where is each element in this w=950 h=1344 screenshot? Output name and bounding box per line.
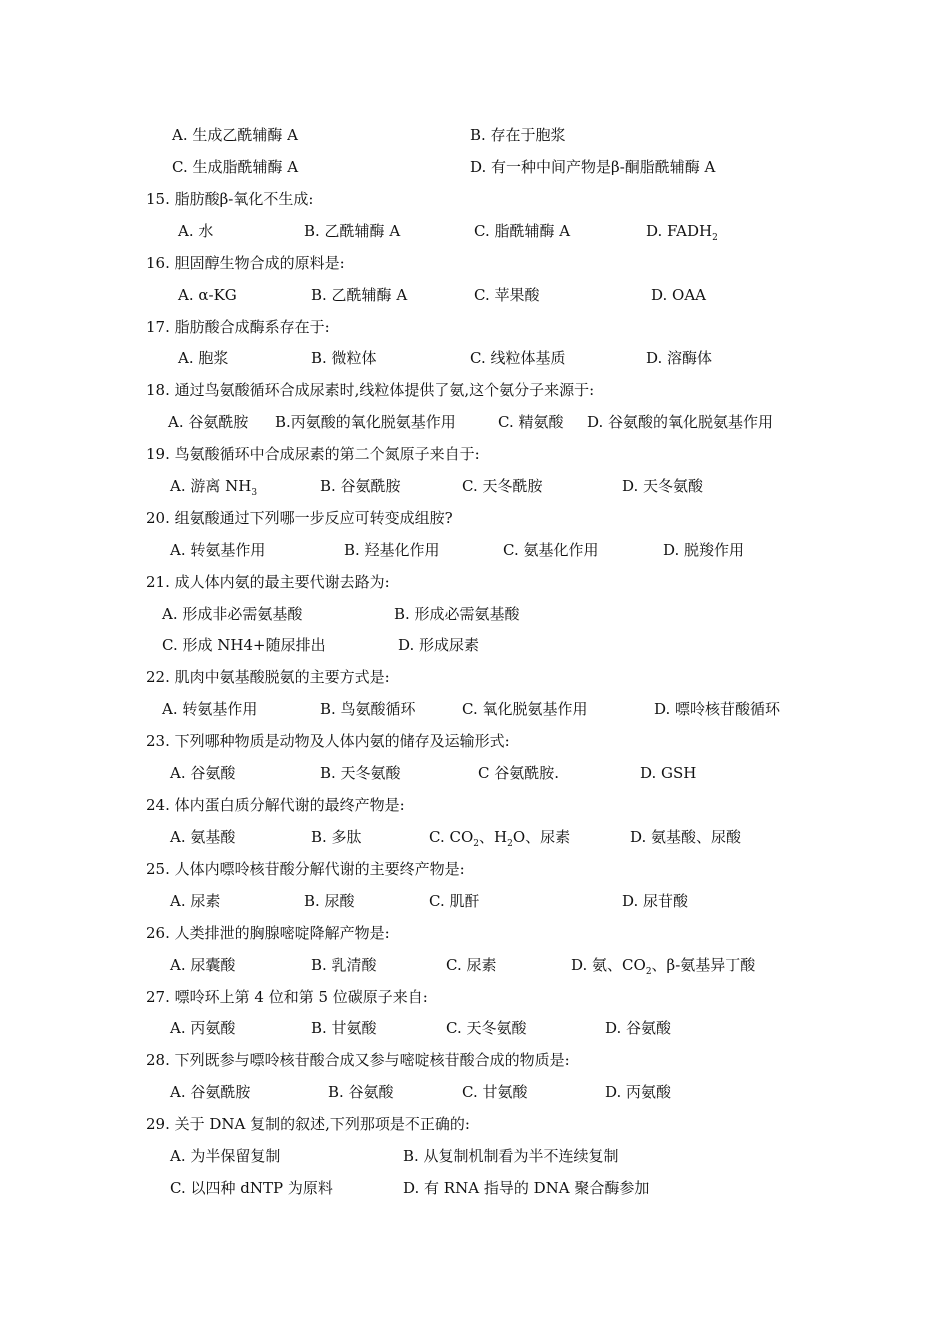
q17-option-c: C. 线粒体基质 — [470, 349, 566, 367]
q28-stem: 28. 下列既参与嘌呤核苷酸合成又参与嘧啶核苷酸合成的物质是: — [146, 1051, 570, 1069]
q23-option-d: D. GSH — [640, 764, 697, 782]
q23-option-a: A. 谷氨酸 — [170, 764, 236, 782]
q16-option-d: D. OAA — [651, 286, 706, 304]
q28-option-b: B. 谷氨酸 — [328, 1083, 394, 1101]
q24-option-a: A. 氨基酸 — [170, 828, 236, 846]
q25-option-b: B. 尿酸 — [304, 892, 355, 910]
q17-option-a: A. 胞浆 — [178, 349, 229, 367]
q24-option-b: B. 多肽 — [311, 828, 362, 846]
q19-stem: 19. 鸟氨酸循环中合成尿素的第二个氮原子来自于: — [146, 445, 480, 463]
q20-option-a: A. 转氨基作用 — [170, 541, 266, 559]
q26-option-c: C. 尿素 — [446, 956, 497, 974]
q27-option-b: B. 甘氨酸 — [311, 1019, 377, 1037]
q14-option-a: A. 生成乙酰辅酶 A — [172, 126, 298, 144]
q17-option-b: B. 微粒体 — [311, 349, 377, 367]
q20-option-d: D. 脱羧作用 — [663, 541, 745, 559]
q28-option-a: A. 谷氨酰胺 — [170, 1083, 251, 1101]
q24-stem: 24. 体内蛋白质分解代谢的最终产物是: — [146, 796, 405, 814]
q23-stem: 23. 下列哪种物质是动物及人体内氨的储存及运输形式: — [146, 732, 510, 750]
q23-option-b: B. 天冬氨酸 — [320, 764, 401, 782]
q16-stem: 16. 胆固醇生物合成的原料是: — [146, 254, 345, 272]
q24-option-c: C. $CO_2$、$H_2O$、尿素 — [429, 828, 571, 849]
q21-option-c: C. 形成 NH4+随尿排出 — [162, 636, 326, 654]
q22-stem: 22. 肌肉中氨基酸脱氨的主要方式是: — [146, 668, 390, 686]
q27-option-c: C. 天冬氨酸 — [446, 1019, 527, 1037]
q18-option-d: D. 谷氨酸的氧化脱氨基作用 — [587, 413, 774, 431]
q15-stem: 15. 脂肪酸β-氧化不生成: — [146, 190, 314, 208]
q27-stem: 27. 嘌呤环上第 4 位和第 5 位碳原子来自: — [146, 988, 428, 1006]
q26-option-a: A. 尿囊酸 — [170, 956, 236, 974]
q29-stem: 29. 关于 DNA 复制的叙述,下列那项是不正确的: — [146, 1115, 470, 1133]
q27-option-d: D. 谷氨酸 — [605, 1019, 672, 1037]
q20-option-b: B. 羟基化作用 — [344, 541, 440, 559]
q17-stem: 17. 脂肪酸合成酶系存在于: — [146, 318, 330, 336]
q22-option-d: D. 嘌呤核苷酸循环 — [654, 700, 781, 718]
q15-option-c: C. 脂酰辅酶 A — [474, 222, 571, 240]
q20-stem: 20. 组氨酸通过下列哪一步反应可转变成组胺? — [146, 509, 453, 527]
q28-option-c: C. 甘氨酸 — [462, 1083, 528, 1101]
q17-option-d: D. 溶酶体 — [646, 349, 713, 367]
q21-option-d: D. 形成尿素 — [398, 636, 480, 654]
q25-option-a: A. 尿素 — [170, 892, 221, 910]
q19-option-d: D. 天冬氨酸 — [622, 477, 704, 495]
q16-option-c: C. 苹果酸 — [474, 286, 540, 304]
q28-option-d: D. 丙氨酸 — [605, 1083, 672, 1101]
q22-option-b: B. 鸟氨酸循环 — [320, 700, 416, 718]
q14-option-c: C. 生成脂酰辅酶 A — [172, 158, 299, 176]
q18-option-a: A. 谷氨酰胺 — [168, 413, 249, 431]
q14-option-d: D. 有一种中间产物是β-酮脂酰辅酶 A — [470, 158, 716, 176]
q22-option-c: C. 氧化脱氨基作用 — [462, 700, 588, 718]
q21-stem: 21. 成人体内氨的最主要代谢去路为: — [146, 573, 390, 591]
q19-option-b: B. 谷氨酰胺 — [320, 477, 401, 495]
q18-stem: 18. 通过鸟氨酸循环合成尿素时,线粒体提供了氨,这个氨分子来源于: — [146, 381, 595, 399]
q23-option-c: C 谷氨酰胺. — [478, 764, 560, 782]
q26-option-b: B. 乳清酸 — [311, 956, 377, 974]
q14-option-b: B. 存在于胞浆 — [470, 126, 566, 144]
q15-option-d: D. $FADH_2$ — [646, 222, 718, 243]
q29-option-a: A. 为半保留复制 — [170, 1147, 281, 1165]
q29-option-d: D. 有 RNA 指导的 DNA 聚合酶参加 — [403, 1179, 650, 1197]
q15-option-a: A. 水 — [178, 222, 214, 240]
q27-option-a: A. 丙氨酸 — [170, 1019, 236, 1037]
q26-stem: 26. 人类排泄的胸腺嘧啶降解产物是: — [146, 924, 390, 942]
q16-option-a: A. α-KG — [178, 286, 237, 304]
q25-option-d: D. 尿苷酸 — [622, 892, 689, 910]
q16-option-b: B. 乙酰辅酶 A — [311, 286, 408, 304]
q21-option-b: B. 形成必需氨基酸 — [394, 605, 520, 623]
q29-option-b: B. 从复制机制看为半不连续复制 — [403, 1147, 619, 1165]
q29-option-c: C. 以四种 dNTP 为原料 — [170, 1179, 333, 1197]
q19-option-c: C. 天冬酰胺 — [462, 477, 543, 495]
q26-option-d: D. 氨、$CO_2$、β-氨基异丁酸 — [571, 956, 756, 977]
q24-option-d: D. 氨基酸、尿酸 — [630, 828, 742, 846]
q19-option-a: A. 游离 $NH_3$ — [170, 477, 258, 498]
q25-option-c: C. 肌酐 — [429, 892, 480, 910]
q25-stem: 25. 人体内嘌呤核苷酸分解代谢的主要终产物是: — [146, 860, 465, 878]
q22-option-a: A. 转氨基作用 — [162, 700, 258, 718]
q21-option-a: A. 形成非必需氨基酸 — [162, 605, 303, 623]
q15-option-b: B. 乙酰辅酶 A — [304, 222, 401, 240]
q20-option-c: C. 氨基化作用 — [503, 541, 599, 559]
q18-option-c: C. 精氨酸 — [498, 413, 564, 431]
q18-option-b: B.丙氨酸的氧化脱氨基作用 — [275, 413, 456, 431]
